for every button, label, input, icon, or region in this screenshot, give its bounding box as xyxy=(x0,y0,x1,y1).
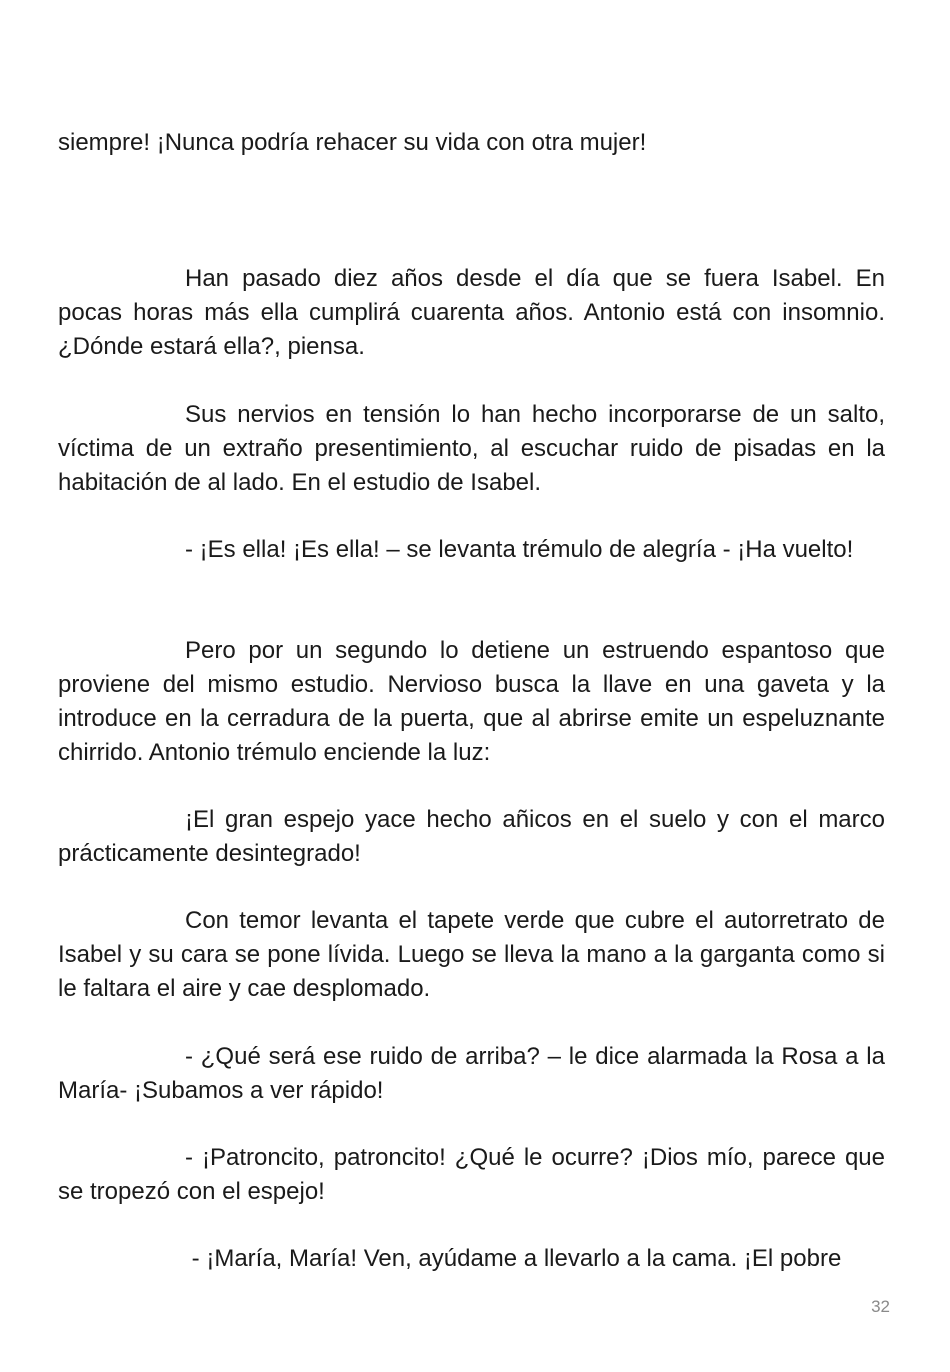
paragraph: Con temor levanta el tapete verde que cubre el autorretrato de Isabel y su cara se pone lívida. Luego se lleva la mano a la garganta como si le faltara el aire y cae desplomado. xyxy=(58,907,885,1002)
paragraph: Sus nervios en tensión lo han hecho incorporarse de un salto, víctima de un extraño presentimiento, al escuchar ruido de pisadas en la habitación de al lado. En el estudio de Isabel. xyxy=(58,401,885,496)
dialogue-paragraph: - ¡Patroncito, patroncito! ¿Qué le ocurre? ¡Dios mío, parece que se tropezó con el espejo! xyxy=(58,1144,885,1205)
paragraph: Han pasado diez años desde el día que se fuera Isabel. En pocas horas más ella cumplirá cuarenta años. Antonio está con insomnio. ¿Dónde estará ella?, piensa. xyxy=(58,265,885,360)
paragraph: Pero por un segundo lo detiene un estruendo espantoso que proviene del mismo estudio. Nervioso busca la llave en una gaveta y la introduce en la cerradura de la puerta, que al abrirse emite un espeluznante chirrido. Antonio trémulo enciende la luz: xyxy=(58,637,885,766)
page-number: 32 xyxy=(871,1297,890,1316)
paragraph-continuation: siempre! ¡Nunca podría rehacer su vida con otra mujer! xyxy=(58,129,647,156)
paragraph: ¡El gran espejo yace hecho añicos en el suelo y con el marco prácticamente desintegrado! xyxy=(58,806,885,867)
dialogue-paragraph: - ¿Qué será ese ruido de arriba? – le dice alarmada la Rosa a la María- ¡Subamos a ver rápido! xyxy=(58,1043,885,1104)
dialogue-paragraph: - ¡María, María! Ven, ayúdame a llevarlo a la cama. ¡El pobre xyxy=(185,1245,842,1272)
dialogue-paragraph: - ¡Es ella! ¡Es ella! – se levanta trémulo de alegría - ¡Ha vuelto! xyxy=(185,536,854,563)
